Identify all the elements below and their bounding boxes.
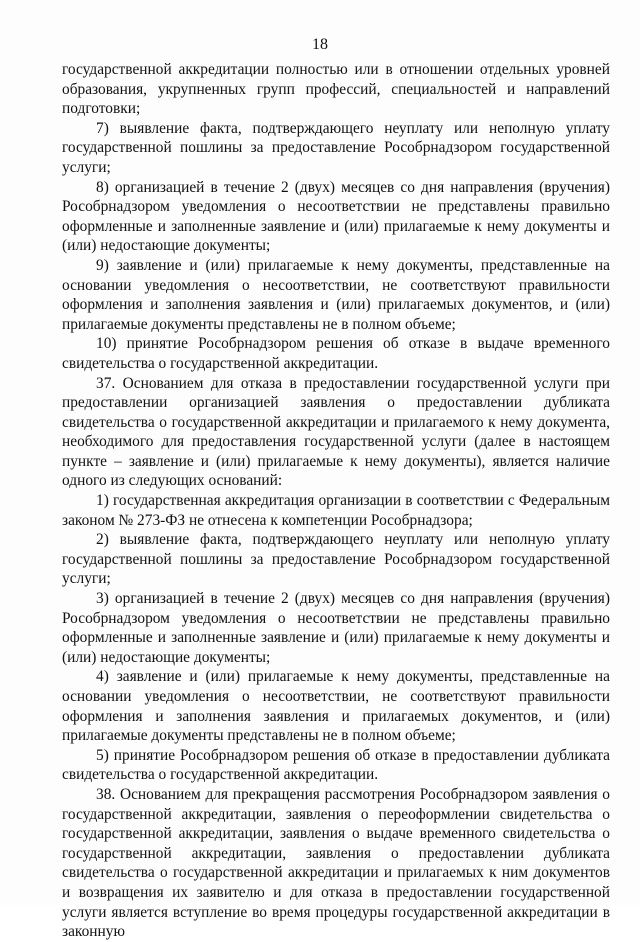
- paragraph-section-37: 37. Основанием для отказа в предоставлении государственной услуги при предоставлении организацией заявления о предоставлении дубликата свидетельства о государственной аккредитации и прилагаемого к нему документа, необходимого для предоставления государственной услуги (далее в настоящем пункте – заявление и (или) прилагаемые к нему документы), является наличие одного из следующих оснований:: [62, 374, 610, 490]
- document-body: [62, 60, 610, 942]
- paragraph-section-38: 38. Основанием для прекращения рассмотрения Рособрнадзором заявления о государственной аккредитации, заявления о переоформлении свидетельства о государственной аккредитации, заявления о выдаче временного свидетельства о государственной аккредитации, заявления о предоставлении дубликата свидетельства о государственной аккредитации и прилагаемых к ним документов и возвращения их заявителю и для отказа в предоставлении государственной услуги является вступление во время процедуры государственной аккредитации в законную: [62, 785, 610, 941]
- paragraph-37-item-2: 2) выявление факта, подтверждающего неуплату или неполную уплату государственной пошлины за предоставление Рособрнадзором государственной услуги;: [62, 531, 610, 588]
- paragraph-item-8: 8) организацией в течение 2 (двух) месяцев со дня направления (вручения) Рособрнадзором уведомления о несоответствии не представлены правильно оформленные и заполненные заявление и (или) прилагаемые к нему документы и (или) недостающие документы;: [62, 178, 610, 255]
- page-number: 18: [312, 36, 328, 53]
- paragraph-continuation: государственной аккредитации полностью или в отношении отдельных уровней образования, укрупненных групп профессий, специальностей и направлений подготовки;: [62, 61, 610, 118]
- paragraph-item-9: 9) заявление и (или) прилагаемые к нему документы, представленные на основании уведомления о несоответствии, не соответствуют правильности оформления и заполнения заявления и (или) прилагаемых документов, и (или) прилагаемые документы представлены не в полном объеме;: [62, 256, 610, 333]
- paragraph-item-10: 10) принятие Рособрнадзором решения об отказе в выдаче временного свидетельства о государственной аккредитации.: [62, 335, 610, 372]
- paragraph-37-item-4: 4) заявление и (или) прилагаемые к нему документы, представленные на основании уведомления о несоответствии, не соответствуют правильности оформления и заполнения заявления и прилагаемых документов, и (или) прилагаемые документы представлены не в полном объеме;: [62, 668, 610, 745]
- paragraph-37-item-5: 5) принятие Рособрнадзором решения об отказе в предоставлении дубликата свидетельства о государственной аккредитации.: [62, 746, 610, 784]
- paragraph-37-item-3: 3) организацией в течение 2 (двух) месяцев со дня направления (вручения) Рособрнадзором уведомления о несоответствии не представлены правильно оформленные и заполненные заявление и (или) прилагаемые к нему документы и (или) недостающие документы;: [62, 590, 610, 666]
- paragraph-item-7: 7) выявление факта, подтверждающего неуплату или неполную уплату государственной пошлины за предоставление Рособрнадзором государственной услуги;: [62, 119, 610, 176]
- paragraph-37-item-1: 1) государственная аккредитация организации в соответствии с Федеральным законом № 273-ФЗ не отнесена к компетенции Рособрнадзора;: [62, 492, 610, 529]
